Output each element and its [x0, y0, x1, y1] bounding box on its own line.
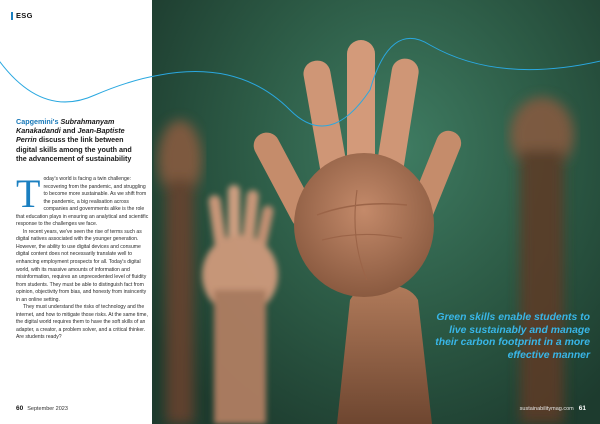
- blurred-hand-left: [158, 120, 202, 424]
- paragraph-2: In recent years, we've seen the rise of terms such as digital natives associated with the younger generation. However, the ability to use digital devices and consume digital content does not necessarily translate well to enhancing employment prospects for all. Today's digital world, with its massive amounts of information and misinformation, requires an unprecedented level of fluidity from students. They must be able to distinguish fact from opinion, objectivity from bias, and honesty from insincerity in an online setting.: [16, 228, 147, 303]
- intro-name-1: Subrahmanyam Kanakadandi: [16, 117, 115, 136]
- intro-name-2: Jean-Baptiste Perrin: [16, 126, 125, 145]
- article-intro: [16, 117, 144, 163]
- blurred-hand-right: [510, 97, 574, 424]
- main-hand: [249, 40, 465, 424]
- intro-and: and: [62, 126, 76, 136]
- article-body: [16, 171, 149, 342]
- blurred-hand-middle: [202, 185, 278, 424]
- intro-rest: discuss the link between digital skills among the youth and the advancement of sustainability: [16, 135, 132, 163]
- paragraph-3: They must understand the risks of technology and the internet, and how to mitigate those risks. At the same time, the digital world requires them to have the soft skills of an adapter, a creator, a problem solver, and a critical thinker. Are students ready?: [16, 304, 148, 341]
- issue-date: September 2023: [27, 406, 68, 412]
- left-page: [0, 0, 152, 424]
- section-tag: ESG: [16, 11, 33, 20]
- hands-raised-photo: [152, 0, 600, 424]
- page-number-right: 61: [578, 405, 586, 412]
- intro-company: Capgemini's: [16, 117, 59, 126]
- folio-right: [520, 405, 586, 412]
- website: sustainabilitymag.com: [519, 406, 574, 412]
- pull-quote: Green skills enable students to live sustainably and manage their carbon footprint in a more effective manner: [435, 312, 590, 361]
- paragraph-1: Today's world is facing a twin challenge: recovering from the pandemic, and struggling to become more sustainable. As we shift from the pandemic, a big realisation across companies and governments alike is the role that education plays in ensuring an analytical and scientific response to the challenges we face.: [16, 171, 149, 228]
- page-number-left: 60: [16, 405, 24, 412]
- folio-left: [16, 405, 68, 412]
- drop-cap: T: [16, 171, 41, 216]
